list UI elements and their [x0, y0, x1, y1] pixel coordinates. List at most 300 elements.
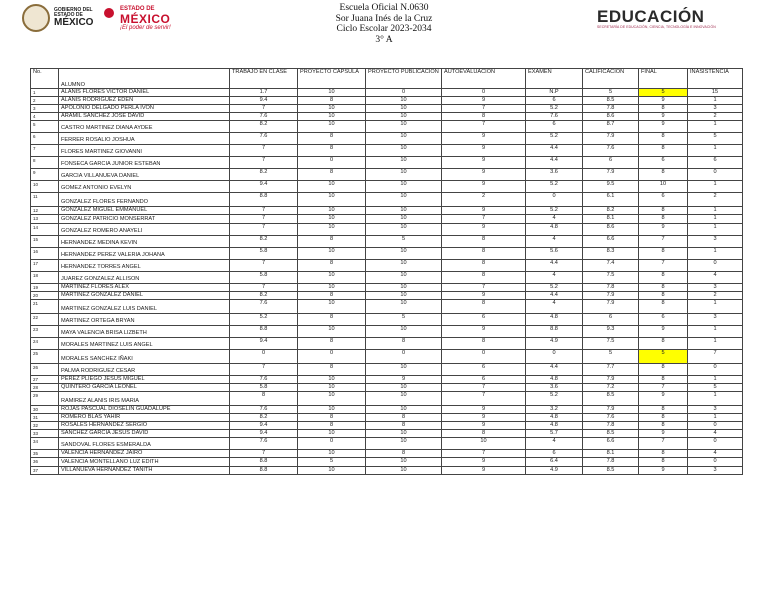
- cell-capsula: 10: [298, 223, 366, 235]
- cell-inasistencia: 1: [688, 215, 743, 223]
- cell-calificacion: 7.8: [583, 422, 639, 430]
- cell-no: 20: [31, 291, 59, 299]
- cell-final: 8: [639, 247, 688, 259]
- cell-capsula: 8: [298, 145, 366, 157]
- cell-no: 21: [31, 299, 59, 313]
- cell-publicacion: 10: [366, 97, 442, 105]
- cell-alumno: QUINTERO GARCIA LEONEL: [59, 383, 230, 391]
- cell-publicacion: 10: [366, 215, 442, 223]
- cell-trabajo: 5.8: [230, 247, 298, 259]
- cell-no: 31: [31, 414, 59, 422]
- cell-no: 7: [31, 145, 59, 157]
- table-row: [31, 375, 743, 383]
- table-row: [31, 259, 743, 271]
- cell-trabajo: 8.2: [230, 235, 298, 247]
- cell-examen: 4.4: [526, 363, 583, 375]
- cell-autoevaluacion: 9: [442, 207, 526, 215]
- cell-final: 7: [639, 235, 688, 247]
- cell-autoevaluacion: 8: [442, 430, 526, 438]
- cell-final: 9: [639, 325, 688, 337]
- cell-publicacion: 10: [366, 247, 442, 259]
- grades-table: [30, 68, 743, 475]
- cell-publicacion: 10: [366, 157, 442, 169]
- document-title: [284, 3, 484, 45]
- cell-autoevaluacion: 7: [442, 121, 526, 133]
- cell-alumno: SANDOVAL FLORES ESMERALDA: [59, 438, 230, 450]
- cell-no: 14: [31, 223, 59, 235]
- table-row: [31, 405, 743, 413]
- cell-alumno: JUAREZ GONZALEZ ALLISON: [59, 271, 230, 283]
- table-row: [31, 97, 743, 105]
- cell-inasistencia: 0: [688, 438, 743, 450]
- cell-trabajo: 8: [230, 391, 298, 405]
- cell-examen: 5.2: [526, 283, 583, 291]
- cell-examen: 6.4: [526, 458, 583, 466]
- cell-alumno: MARTINEZ GONZALEZ LUIS DANIEL: [59, 299, 230, 313]
- grades-body: [31, 89, 743, 475]
- brand-mark-icon: [104, 8, 114, 18]
- cell-final: 7: [639, 383, 688, 391]
- cell-alumno: ROSALES HERNANDEZ SERGIO: [59, 422, 230, 430]
- cell-examen: 4: [526, 271, 583, 283]
- cell-no: 1: [31, 89, 59, 97]
- state-seal-icon: [22, 4, 50, 32]
- cell-autoevaluacion: 7: [442, 105, 526, 113]
- cell-trabajo: 7: [230, 450, 298, 458]
- cell-autoevaluacion: 0: [442, 89, 526, 97]
- cell-publicacion: 10: [366, 169, 442, 181]
- cell-capsula: 10: [298, 207, 366, 215]
- cell-final: 9: [639, 121, 688, 133]
- cell-autoevaluacion: 8: [442, 337, 526, 349]
- educacion-logo: [597, 8, 716, 30]
- cell-trabajo: 9.4: [230, 181, 298, 193]
- cell-autoevaluacion: 7: [442, 391, 526, 405]
- cell-alumno: RAMIREZ ALANIS IRIS MARIA: [59, 391, 230, 405]
- cell-calificacion: 7.6: [583, 145, 639, 157]
- cell-capsula: 10: [298, 283, 366, 291]
- cell-trabajo: 7.6: [230, 438, 298, 450]
- cell-no: 12: [31, 207, 59, 215]
- table-header-row: [31, 69, 743, 89]
- cell-inasistencia: 4: [688, 430, 743, 438]
- cell-examen: 4.4: [526, 291, 583, 299]
- cell-alumno: GOMEZ ANTONIO EVELYN: [59, 181, 230, 193]
- table-row: [31, 89, 743, 97]
- cell-capsula: 10: [298, 450, 366, 458]
- brand-slogan: ¡El poder de servir!: [120, 25, 171, 31]
- col-header-publicacion: PROYECTO PUBLICACIÓN: [366, 69, 442, 89]
- table-row: [31, 299, 743, 313]
- cell-inasistencia: 1: [688, 375, 743, 383]
- cell-trabajo: 7.6: [230, 299, 298, 313]
- table-row: [31, 291, 743, 299]
- cell-trabajo: 7: [230, 215, 298, 223]
- cell-trabajo: 5.8: [230, 383, 298, 391]
- cell-alumno: HERNANDEZ MEDINA KEVIN: [59, 235, 230, 247]
- cell-final: 8: [639, 337, 688, 349]
- cell-calificacion: 7.7: [583, 363, 639, 375]
- table-row: [31, 325, 743, 337]
- brand-small-text: ESTADO DE: [120, 6, 155, 12]
- cell-examen: 4: [526, 215, 583, 223]
- cell-alumno: PALMA RODRIGUEZ CESAR: [59, 363, 230, 375]
- cell-alumno: HERNANDEZ TORRES ANGEL: [59, 259, 230, 271]
- educacion-logo-title: EDUCACIÓN: [597, 7, 705, 26]
- cell-inasistencia: 1: [688, 121, 743, 133]
- cell-calificacion: 9.5: [583, 181, 639, 193]
- cell-no: 17: [31, 259, 59, 271]
- cell-final: 8: [639, 283, 688, 291]
- cell-inasistencia: 15: [688, 89, 743, 97]
- cell-no: 16: [31, 247, 59, 259]
- cell-final: 7: [639, 438, 688, 450]
- cell-alumno: FONSECA GARCIA JUNIOR ESTEBAN: [59, 157, 230, 169]
- cell-no: 23: [31, 325, 59, 337]
- cell-trabajo: 5.8: [230, 271, 298, 283]
- cell-alumno: MAYA VALENCIA BRISA LIZBETH: [59, 325, 230, 337]
- cell-calificacion: 7.6: [583, 414, 639, 422]
- table-row: [31, 207, 743, 215]
- cell-autoevaluacion: 8: [442, 271, 526, 283]
- cell-calificacion: 7.2: [583, 383, 639, 391]
- cell-examen: 0: [526, 193, 583, 207]
- cell-autoevaluacion: 6: [442, 375, 526, 383]
- table-row: [31, 414, 743, 422]
- cell-calificacion: 7.8: [583, 458, 639, 466]
- cell-capsula: 8: [298, 422, 366, 430]
- table-row: [31, 235, 743, 247]
- cell-no: 6: [31, 133, 59, 145]
- cell-alumno: ALANIS RODRIGUEZ EDEN: [59, 97, 230, 105]
- cell-alumno: GONZALEZ ROMERO ANAYELI: [59, 223, 230, 235]
- cell-autoevaluacion: 9: [442, 223, 526, 235]
- cell-calificacion: 7.9: [583, 405, 639, 413]
- cell-examen: 4.8: [526, 375, 583, 383]
- cell-examen: 4: [526, 438, 583, 450]
- cell-final: 8: [639, 422, 688, 430]
- cell-no: 19: [31, 283, 59, 291]
- cell-capsula: 10: [298, 405, 366, 413]
- cell-calificacion: 8.5: [583, 97, 639, 105]
- cell-capsula: 8: [298, 414, 366, 422]
- cell-calificacion: 8.7: [583, 121, 639, 133]
- cell-publicacion: 10: [366, 271, 442, 283]
- cell-examen: 4: [526, 299, 583, 313]
- cell-autoevaluacion: 9: [442, 145, 526, 157]
- table-row: [31, 215, 743, 223]
- cell-examen: 4.8: [526, 414, 583, 422]
- cell-inasistencia: 3: [688, 235, 743, 247]
- cell-trabajo: 9.4: [230, 430, 298, 438]
- cell-final: 9: [639, 466, 688, 474]
- cell-final: 9: [639, 391, 688, 405]
- cell-capsula: 10: [298, 466, 366, 474]
- cell-trabajo: 7: [230, 363, 298, 375]
- cell-autoevaluacion: 9: [442, 181, 526, 193]
- cell-calificacion: 8.6: [583, 223, 639, 235]
- cell-alumno: CASTRO MARTINEZ DIANA AYDEE: [59, 121, 230, 133]
- cell-capsula: 10: [298, 113, 366, 121]
- cell-autoevaluacion: 9: [442, 133, 526, 145]
- cell-alumno: APOLONIO DELGADO PERLA IVON: [59, 105, 230, 113]
- cell-alumno: MARTINEZ FLORES ALEX: [59, 283, 230, 291]
- cell-publicacion: 10: [366, 391, 442, 405]
- cell-capsula: 0: [298, 349, 366, 363]
- cell-calificacion: 7.5: [583, 337, 639, 349]
- cell-examen: 8.8: [526, 325, 583, 337]
- cell-trabajo: 7: [230, 223, 298, 235]
- table-row: [31, 223, 743, 235]
- cell-trabajo: 7.6: [230, 375, 298, 383]
- cell-trabajo: 7.6: [230, 133, 298, 145]
- cell-inasistencia: 1: [688, 97, 743, 105]
- cell-autoevaluacion: 6: [442, 363, 526, 375]
- col-header-autoevaluacion: AUTOEVALUACIÓN: [442, 69, 526, 89]
- cell-publicacion: 10: [366, 145, 442, 157]
- cell-examen: 5.2: [526, 105, 583, 113]
- table-row: [31, 105, 743, 113]
- cell-alumno: SANCHEZ GARCIA JESUS DAVID: [59, 430, 230, 438]
- cell-examen: 5.6: [526, 247, 583, 259]
- cell-final: 6: [639, 157, 688, 169]
- cell-no: 4: [31, 113, 59, 121]
- cell-capsula: 10: [298, 391, 366, 405]
- cell-examen: 3.6: [526, 169, 583, 181]
- table-row: [31, 169, 743, 181]
- cell-calificacion: 9.3: [583, 325, 639, 337]
- cell-inasistencia: 7: [688, 349, 743, 363]
- school-name: Sor Juana Inés de la Cruz: [335, 13, 433, 24]
- cell-no: 18: [31, 271, 59, 283]
- table-row: [31, 157, 743, 169]
- cell-publicacion: 10: [366, 283, 442, 291]
- cell-capsula: 10: [298, 215, 366, 223]
- cell-calificacion: 7.9: [583, 291, 639, 299]
- cell-inasistencia: 6: [688, 157, 743, 169]
- cell-publicacion: 10: [366, 207, 442, 215]
- cell-examen: 4.9: [526, 337, 583, 349]
- cell-calificacion: 7.9: [583, 299, 639, 313]
- cell-final: 8: [639, 375, 688, 383]
- cell-capsula: 10: [298, 325, 366, 337]
- cell-final: 8: [639, 458, 688, 466]
- cell-final: 8: [639, 169, 688, 181]
- cell-alumno: GARCIA VILLANUEVA DANIEL: [59, 169, 230, 181]
- cell-final: 8: [639, 207, 688, 215]
- cell-inasistencia: 1: [688, 414, 743, 422]
- estado-mexico-brand-logo: [104, 4, 182, 34]
- cell-examen: 4.8: [526, 313, 583, 325]
- cell-examen: 5.7: [526, 430, 583, 438]
- cell-calificacion: 8.6: [583, 113, 639, 121]
- cell-inasistencia: 3: [688, 405, 743, 413]
- cell-publicacion: 10: [366, 133, 442, 145]
- cell-trabajo: 1.7: [230, 89, 298, 97]
- table-row: [31, 133, 743, 145]
- cell-no: 25: [31, 349, 59, 363]
- cell-no: 11: [31, 193, 59, 207]
- cell-capsula: 10: [298, 193, 366, 207]
- cell-publicacion: 10: [366, 363, 442, 375]
- col-header-calificacion: CALIFICACIÓN: [583, 69, 639, 89]
- cell-publicacion: 10: [366, 383, 442, 391]
- cell-final: 8: [639, 145, 688, 157]
- cell-autoevaluacion: 9: [442, 414, 526, 422]
- col-header-trabajo: TRABAJO EN CLASE: [230, 69, 298, 89]
- cell-no: 36: [31, 458, 59, 466]
- cell-capsula: 5: [298, 458, 366, 466]
- cell-examen: N.P: [526, 89, 583, 97]
- cell-no: 24: [31, 337, 59, 349]
- cell-capsula: 10: [298, 383, 366, 391]
- cell-examen: 4.9: [526, 466, 583, 474]
- cell-publicacion: 10: [366, 121, 442, 133]
- table-row: [31, 121, 743, 133]
- cell-capsula: 8: [298, 235, 366, 247]
- cell-trabajo: 8.8: [230, 193, 298, 207]
- cell-inasistencia: 0: [688, 458, 743, 466]
- cell-autoevaluacion: 9: [442, 291, 526, 299]
- cell-no: 29: [31, 391, 59, 405]
- cell-autoevaluacion: 8: [442, 247, 526, 259]
- cell-final: 8: [639, 133, 688, 145]
- cell-no: 26: [31, 363, 59, 375]
- cell-final: 8: [639, 271, 688, 283]
- cell-publicacion: 10: [366, 438, 442, 450]
- cell-calificacion: 7.4: [583, 259, 639, 271]
- cell-alumno: VALENCIA MONTELLANO LUZ EDITH: [59, 458, 230, 466]
- cell-no: 15: [31, 235, 59, 247]
- cell-no: 33: [31, 430, 59, 438]
- cell-autoevaluacion: 0: [442, 349, 526, 363]
- cell-alumno: MORALES SANCHEZ IÑAKI: [59, 349, 230, 363]
- cell-capsula: 10: [298, 121, 366, 133]
- cell-trabajo: 5.2: [230, 313, 298, 325]
- cell-alumno: MARTINEZ ORTEGA BRYAN: [59, 313, 230, 325]
- cell-publicacion: 10: [366, 113, 442, 121]
- table-row: [31, 422, 743, 430]
- cell-capsula: 8: [298, 363, 366, 375]
- cell-inasistencia: 3: [688, 283, 743, 291]
- cell-inasistencia: 0: [688, 363, 743, 375]
- cell-trabajo: 9.4: [230, 422, 298, 430]
- cell-final: 8: [639, 291, 688, 299]
- cell-alumno: VALENCIA HERNANDEZ JAIRO: [59, 450, 230, 458]
- cell-inasistencia: 1: [688, 337, 743, 349]
- table-row: [31, 430, 743, 438]
- table-row: [31, 391, 743, 405]
- table-row: [31, 271, 743, 283]
- cell-capsula: 10: [298, 247, 366, 259]
- table-row: [31, 349, 743, 363]
- cell-final: 9: [639, 113, 688, 121]
- cell-calificacion: 5: [583, 349, 639, 363]
- cell-trabajo: 8.8: [230, 325, 298, 337]
- cell-calificacion: 6.6: [583, 235, 639, 247]
- cell-inasistencia: 2: [688, 193, 743, 207]
- cell-publicacion: 8: [366, 337, 442, 349]
- cell-publicacion: 10: [366, 223, 442, 235]
- cell-examen: 4.4: [526, 259, 583, 271]
- table-row: [31, 193, 743, 207]
- cell-autoevaluacion: 7: [442, 450, 526, 458]
- cell-inasistencia: 4: [688, 271, 743, 283]
- cell-publicacion: 10: [366, 291, 442, 299]
- cell-calificacion: 6.6: [583, 438, 639, 450]
- cell-inasistencia: 1: [688, 145, 743, 157]
- cell-trabajo: 8.8: [230, 466, 298, 474]
- educacion-logo-subtitle: SECRETARÍA DE EDUCACIÓN, CIENCIA, TECNOLOGÍA E INNOVACIÓN: [597, 25, 716, 29]
- cell-final: 9: [639, 97, 688, 105]
- cell-no: 22: [31, 313, 59, 325]
- cell-examen: 5.2: [526, 181, 583, 193]
- cell-inasistencia: 4: [688, 450, 743, 458]
- table-row: [31, 466, 743, 474]
- cell-publicacion: 8: [366, 414, 442, 422]
- gov-logo-line3: MÉXICO: [54, 17, 94, 28]
- cell-capsula: 10: [298, 89, 366, 97]
- table-row: [31, 450, 743, 458]
- cell-autoevaluacion: 9: [442, 97, 526, 105]
- cell-no: 10: [31, 181, 59, 193]
- cell-final: 9: [639, 430, 688, 438]
- cell-inasistencia: 3: [688, 105, 743, 113]
- cell-publicacion: 10: [366, 430, 442, 438]
- cell-final: 5: [639, 349, 688, 363]
- cell-no: 35: [31, 450, 59, 458]
- cell-examen: 6: [526, 450, 583, 458]
- cell-calificacion: 8.1: [583, 450, 639, 458]
- cell-trabajo: 8.2: [230, 291, 298, 299]
- gobierno-estado-mexico-logo: [22, 4, 93, 32]
- cell-capsula: 10: [298, 299, 366, 313]
- cell-autoevaluacion: 9: [442, 157, 526, 169]
- cell-trabajo: 7.6: [230, 405, 298, 413]
- cell-no: 30: [31, 405, 59, 413]
- cell-no: 28: [31, 383, 59, 391]
- cell-no: 9: [31, 169, 59, 181]
- cell-inasistencia: 1: [688, 299, 743, 313]
- cell-inasistencia: 3: [688, 313, 743, 325]
- cell-examen: 5.2: [526, 391, 583, 405]
- cell-final: 6: [639, 193, 688, 207]
- cell-alumno: GONZALEZ FLORES FERNANDO: [59, 193, 230, 207]
- cell-capsula: 0: [298, 157, 366, 169]
- cell-autoevaluacion: 8: [442, 235, 526, 247]
- cell-publicacion: 5: [366, 235, 442, 247]
- table-row: [31, 313, 743, 325]
- cell-trabajo: 7: [230, 145, 298, 157]
- school-label: Escuela Oficial N.0630: [339, 3, 429, 13]
- col-header-inasistencia: INASISTENCIA: [688, 69, 743, 89]
- school-group: 3° A: [375, 34, 393, 45]
- cell-alumno: GONZALEZ MIGUEL EMMANUEL: [59, 207, 230, 215]
- cell-examen: 4.8: [526, 223, 583, 235]
- cell-trabajo: 7.6: [230, 113, 298, 121]
- table-row: [31, 145, 743, 157]
- cell-examen: 4.4: [526, 145, 583, 157]
- cell-publicacion: 10: [366, 458, 442, 466]
- gov-logo-line2: ESTADO DE: [54, 11, 83, 18]
- cell-publicacion: 8: [366, 450, 442, 458]
- cell-calificacion: 6: [583, 313, 639, 325]
- cell-calificacion: 7.8: [583, 283, 639, 291]
- cell-inasistencia: 0: [688, 259, 743, 271]
- cell-autoevaluacion: 8: [442, 259, 526, 271]
- cell-publicacion: 0: [366, 89, 442, 97]
- cell-inasistencia: 5: [688, 383, 743, 391]
